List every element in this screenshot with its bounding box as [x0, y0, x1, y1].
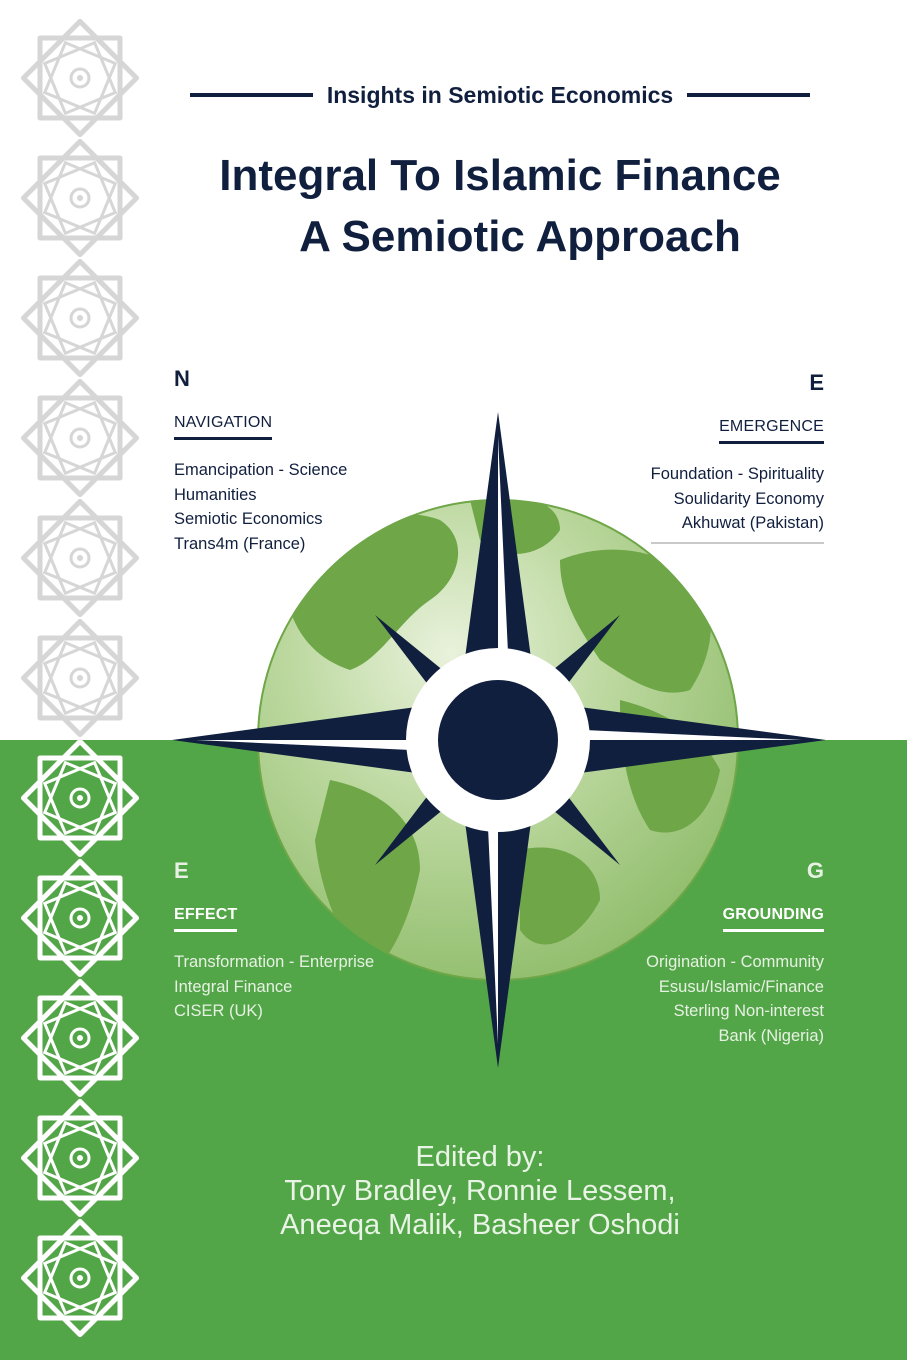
quadrant-line: Esusu/Islamic/Finance [658, 977, 824, 996]
quadrant-grounding [564, 858, 824, 1048]
book-title-line1: Integral To Islamic Finance [219, 151, 781, 200]
quadrant-line: Soulidarity Economy [673, 489, 824, 508]
quadrant-letter: E [809, 370, 824, 395]
edited-by-label: Edited by: [415, 1141, 545, 1173]
quadrant-line: Humanities [174, 485, 257, 504]
quadrant-line: Emancipation - Science [174, 461, 348, 479]
editors-line2: Aneeqa Malik, Basheer Oshodi [280, 1209, 680, 1241]
quadrant-heading: GROUNDING [723, 906, 824, 932]
quadrant-line: Semiotic Economics [174, 510, 323, 528]
quadrant-emergence [564, 370, 824, 544]
quadrant-heading: EMERGENCE [719, 418, 824, 444]
quadrant-navigation [174, 366, 434, 556]
quadrant-letter: N [174, 366, 190, 391]
editors-block [160, 1140, 800, 1242]
quadrant-line: Transformation - Enterprise [174, 953, 375, 971]
editors-line1: Tony Bradley, Ronnie Lessem, [284, 1175, 676, 1207]
quadrant-line: Sterling Non-interest [673, 1002, 824, 1020]
quadrant-line: Akhuwat (Pakistan) [681, 514, 824, 532]
quadrant-line: Trans4m (France) [174, 534, 306, 553]
quadrant-heading: NAVIGATION [174, 414, 272, 440]
quadrant-letter: G [806, 858, 824, 883]
quadrant-line: Integral Finance [174, 977, 293, 996]
quadrant-line: Bank (Nigeria) [718, 1026, 824, 1045]
quadrant-line: Origination - Community [646, 953, 824, 971]
quadrant-line: Foundation - Spirituality [650, 465, 824, 483]
quadrant-heading: EFFECT [174, 906, 237, 932]
quadrant-effect [174, 858, 434, 1024]
series-name: Insights in Semiotic Economics [326, 81, 674, 108]
book-title-line2: A Semiotic Approach [299, 212, 741, 261]
quadrant-letter: E [174, 858, 189, 883]
quadrant-line: CISER (UK) [174, 1002, 263, 1020]
